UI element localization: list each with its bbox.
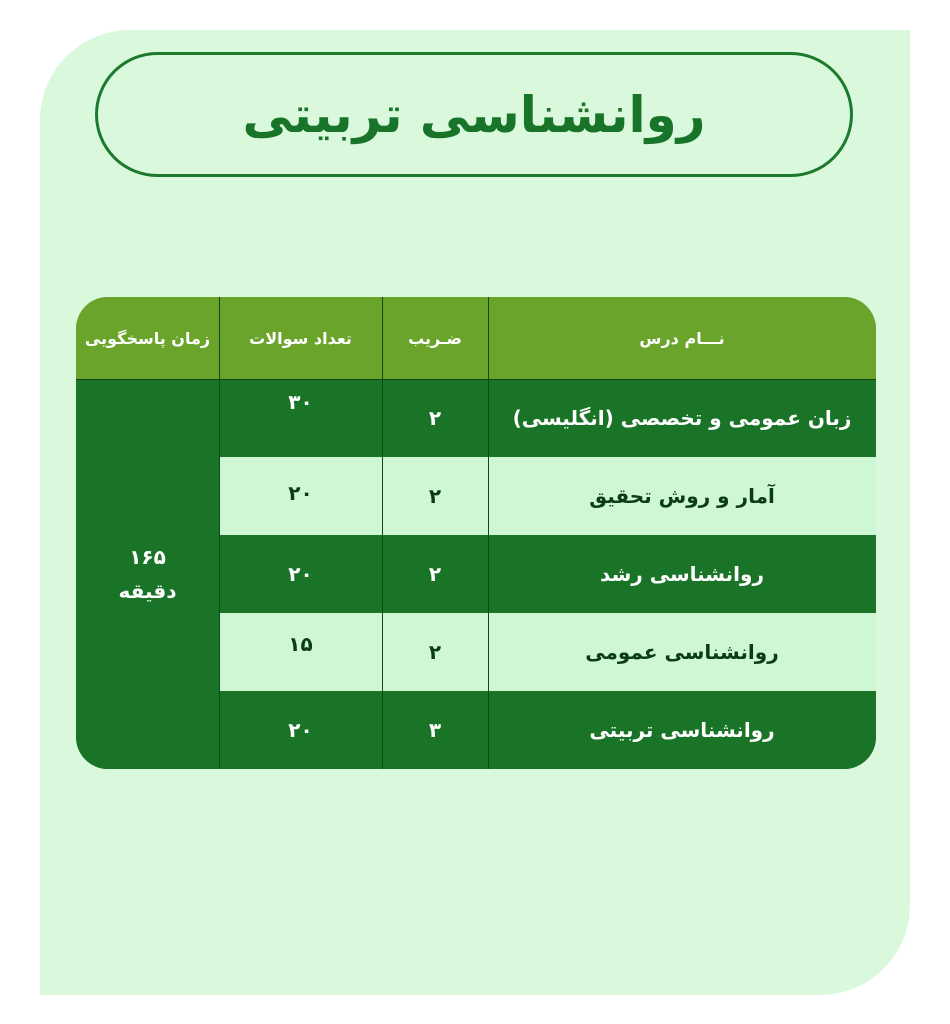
coefficient-cell: ۳ xyxy=(428,718,442,742)
question-count-cell: ۲۰ xyxy=(288,718,313,742)
answer-time-unit: دقیقه xyxy=(118,579,177,603)
question-count-cell: ۲۰ xyxy=(288,481,313,505)
title-banner xyxy=(95,52,853,177)
header-coefficient: ضـریب xyxy=(408,328,462,348)
table-row xyxy=(219,379,876,457)
column-divider xyxy=(488,297,489,769)
page-title: روانشناسی تربیتی xyxy=(242,85,706,144)
table-row xyxy=(219,613,876,691)
header-answer-time: زمان پاسخگویی xyxy=(84,328,211,348)
coefficient-cell: ۲ xyxy=(428,562,442,586)
header-question-count: تعداد سوالات xyxy=(249,328,352,348)
table-row xyxy=(219,457,876,535)
question-count-cell: ۱۵ xyxy=(288,632,313,656)
course-name-cell: زبان عمومی و تخصصی (انگلیسی) xyxy=(512,406,852,430)
course-name-cell: آمار و روش تحقیق xyxy=(589,484,775,508)
answer-time-value: ۱۶۵ xyxy=(129,545,166,569)
table-header-row xyxy=(76,297,876,379)
coefficient-cell: ۲ xyxy=(428,484,442,508)
question-count-cell: ۳۰ xyxy=(288,390,313,414)
answer-time-cell xyxy=(76,379,219,769)
table-row xyxy=(219,535,876,613)
column-divider xyxy=(219,297,220,769)
course-name-cell: روانشناسی رشد xyxy=(600,562,764,586)
course-name-cell: روانشناسی تربیتی xyxy=(589,718,775,742)
question-count-cell: ۲۰ xyxy=(288,562,313,586)
row-divider xyxy=(76,379,876,380)
coefficient-cell: ۲ xyxy=(428,406,442,430)
exam-table xyxy=(76,297,876,769)
column-divider xyxy=(382,297,383,769)
coefficient-cell: ۲ xyxy=(428,640,442,664)
table-row xyxy=(219,691,876,769)
course-name-cell: روانشناسی عمومی xyxy=(585,640,779,664)
header-course-name: نـــام درس xyxy=(639,328,725,348)
